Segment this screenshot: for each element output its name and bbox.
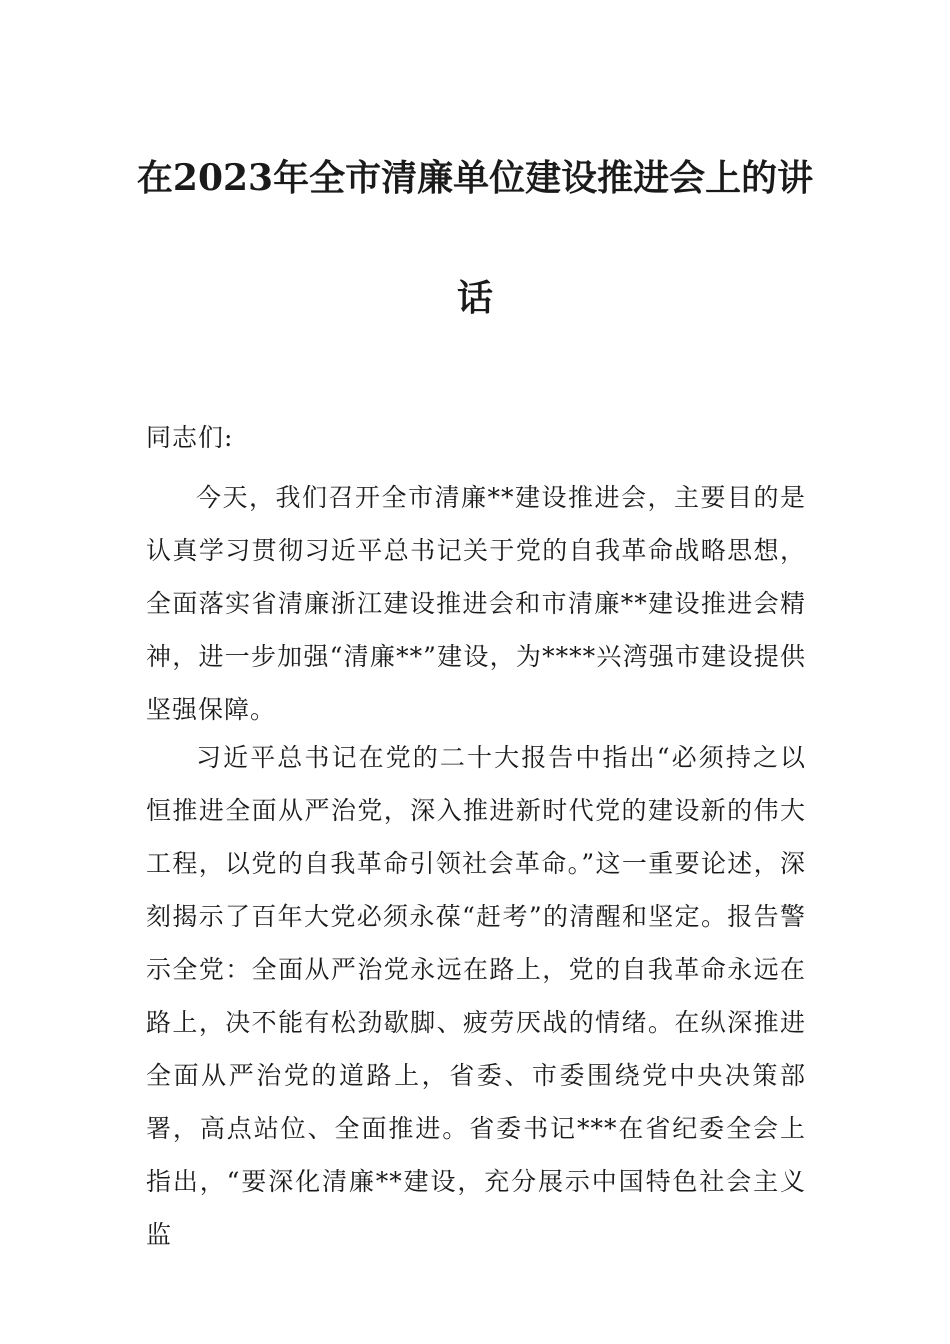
paragraph-2 <box>146 731 806 1261</box>
salutation: 同志们: <box>146 423 234 452</box>
paragraph-1 <box>146 471 806 736</box>
document-title-line-2: 话 <box>456 277 493 319</box>
paragraph-text: 今天，我们召开全市清廉**建设推进会，主要目的是认真学习贯彻习近平总书记关于党的自我革命战略思想，全面落实省清廉浙江建设推进会和市清廉**建设推进会精神，进一步加强“清廉**”建设，为****兴湾强市建设提供坚强保障。 <box>146 483 806 724</box>
paragraph-text: 习近平总书记在党的二十大报告中指出“必须持之以恒推进全面从严治党，深入推进新时代党的建设新的伟大工程，以党的自我革命引领社会革命。”这一重要论述，深刻揭示了百年大党必须永葆“赶考”的清醒和坚定。报告警示全党：全面从严治党永远在路上，党的自我革命永远在路上，决不能有松劲歇脚、疲劳厌战的情绪。在纵深推进全面从严治党的道路上，省委、市委围绕党中央决策部署，高点站位、全面推进。省委书记***在省纪委全会上指出，“要深化清廉**建设，充分展示中国特色社会主义监 <box>146 743 806 1249</box>
document-title-line-1: 在2023年全市清廉单位建设推进会上的讲 <box>136 157 814 199</box>
